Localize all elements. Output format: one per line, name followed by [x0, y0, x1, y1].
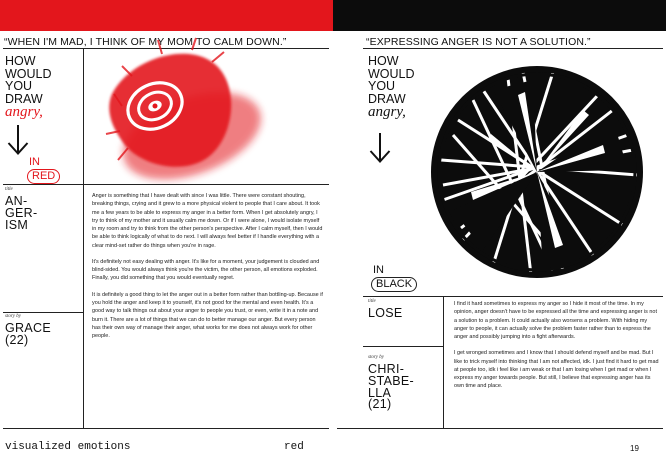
- right-story-body: [454, 300, 660, 399]
- emotion-word: angry,: [5, 104, 43, 121]
- footer-color: red: [284, 441, 304, 453]
- color-prefix: IN: [29, 156, 40, 168]
- footer-title: visualized emotions: [5, 441, 131, 453]
- story-title: LOSE: [368, 306, 403, 320]
- question-line: WOULD: [368, 66, 415, 81]
- color-name-pill: BLACK: [371, 277, 417, 292]
- story-author: CHRI- STABE- LLA (21): [368, 362, 415, 412]
- story-title: AN- GER- ISM: [5, 194, 38, 232]
- meta-divider: [3, 312, 83, 313]
- left-quote: “WHEN I'M MAD, I THINK OF MY MOM TO CALM DOWN.”: [4, 36, 287, 48]
- black-header-bar: [333, 0, 666, 31]
- red-anger-drawing: [92, 36, 272, 184]
- section-divider: [3, 184, 329, 185]
- left-color-label: [27, 157, 60, 184]
- footer-divider: [3, 428, 329, 429]
- title-label: title: [5, 187, 13, 192]
- right-quote: “EXPRESSING ANGER IS NOT A SOLUTION.”: [366, 36, 591, 48]
- right-page: [333, 0, 666, 472]
- emotion-word: angry,: [368, 104, 406, 121]
- story-paragraph: It is definitely a good thing to let the anger out in a better form rather than bottling-up. Because if you hold the anger and keep it to yourself, it's not good for the mental and even health. It's a good way to talk things out about your anger to people you trust, or even, write it in a note and burn it. There are a lot of things that we can do to better manage our anger. But every person has their own way of manage their anger, what works for me does not always work for other people.: [92, 291, 323, 340]
- right-question: [368, 55, 415, 119]
- author-label: story by: [5, 314, 21, 319]
- down-arrow-icon: [369, 132, 391, 164]
- question-line: WOULD: [5, 66, 52, 81]
- question-line: DRAW: [5, 91, 43, 106]
- question-line: HOW: [5, 54, 36, 68]
- footer-divider: [337, 428, 663, 429]
- question-line: YOU: [368, 79, 396, 94]
- color-prefix: IN: [373, 264, 384, 276]
- meta-divider: [363, 346, 443, 347]
- story-author: GRACE (22): [5, 321, 51, 347]
- page-number: 19: [630, 444, 639, 453]
- title-label: title: [368, 299, 376, 304]
- down-arrow-icon: [7, 124, 29, 156]
- section-divider: [363, 296, 663, 297]
- right-color-label: [371, 265, 417, 292]
- black-anger-drawing: [413, 50, 661, 290]
- author-label: story by: [368, 355, 384, 360]
- edge-tick: [363, 48, 364, 49]
- column-divider: [443, 296, 444, 428]
- column-divider: [83, 48, 84, 428]
- story-paragraph: It's definitely not easy dealing with anger. It's like for a moment, your judgement is clouded and blind-sided. You would always think you're the victim, the other person, all emotions exploded. Finally, you did something that you would eventually regret.: [92, 258, 320, 282]
- left-question: [5, 55, 52, 119]
- question-line: HOW: [368, 54, 399, 68]
- question-line: DRAW: [368, 91, 406, 106]
- story-paragraph: Anger is something that I have dealt with since I was little. There were constant shouting, breaking things, crying and it grew to a more physical violent to people that I care about. It took me a few years to be able to express my anger in a better form. When I get absolutely angry, I try to think of my mother and it usually calm me down. Or if I were alone, I would isolate myself in my room and try to think from the other person's perspective. After I calm myself, then I would be able to think logically of what to do next. I will always feel better if I handle everything with a clear mind-set rather do things when you're in rage.: [92, 193, 323, 249]
- quote-divider: [363, 48, 663, 49]
- color-name-pill: RED: [27, 169, 60, 184]
- left-story-body: [92, 192, 324, 349]
- question-line: YOU: [5, 79, 33, 94]
- story-paragraph: I get wronged sometimes and I know that I should defend myself and be mad. But I like to trick myself into thinking that I am not affected, idk. I just find it hard to get mad at people too, idk i feel like i am weak or that I am losing when I get mad or when I express my anger towards people. But still, I believe that expressing anger has its own time and place.: [454, 350, 659, 390]
- story-paragraph: I find it hard sometimes to express my anger so I hide it most of the time. In my opinion, anger doesn't have to be expressed all the time and expressing anger is not a solution to a problem. It could actually also worsens a problem. With hiding my anger to people, it can actually solve the problem faster rather than to express the anger and possibly jumping into a fight afterwards.: [454, 301, 657, 340]
- red-header-bar: [0, 0, 333, 31]
